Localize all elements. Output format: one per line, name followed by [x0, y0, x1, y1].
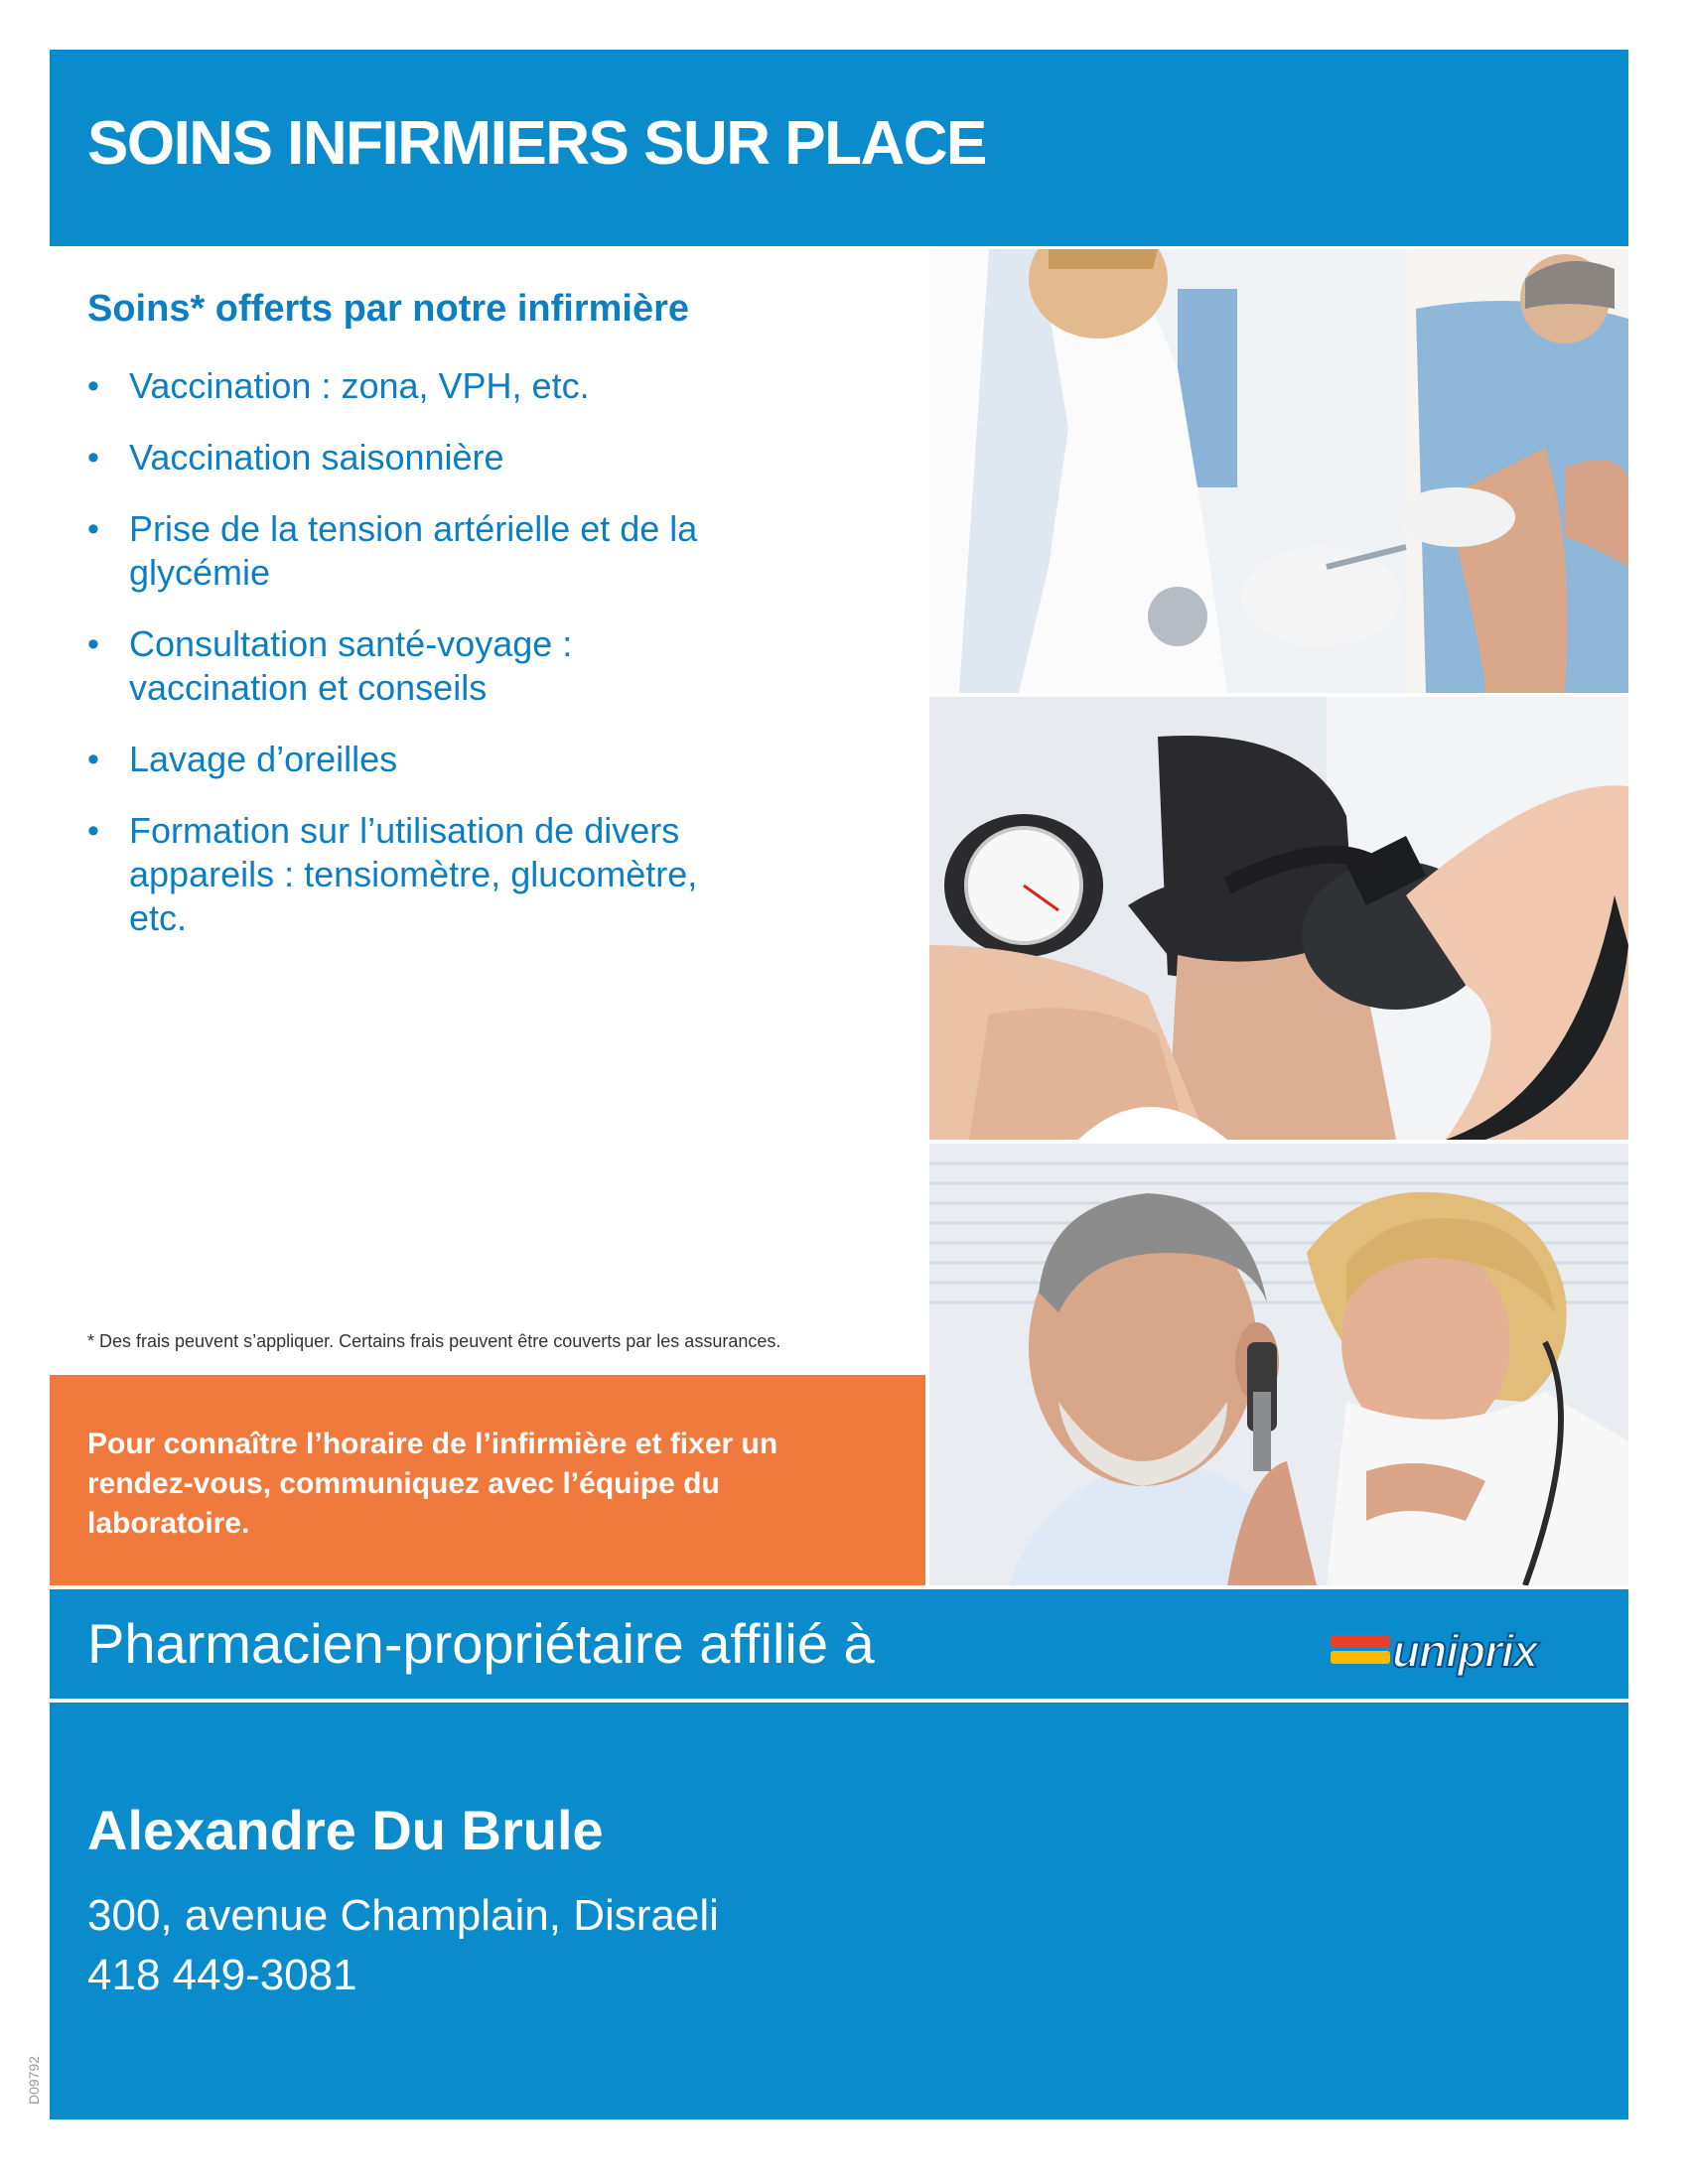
svg-text:uniprix: uniprix: [1392, 1625, 1538, 1677]
photo-ear-exam: [929, 1144, 1628, 1585]
list-item: [87, 436, 725, 479]
bullet-icon: •: [87, 510, 99, 548]
uniprix-logo: [1331, 1621, 1593, 1681]
service-label: Lavage d’oreilles: [129, 739, 398, 779]
services-list: [87, 364, 912, 940]
list-item: [87, 507, 725, 595]
bullet-icon: •: [87, 741, 99, 778]
service-label: Vaccination : zona, VPH, etc.: [129, 365, 590, 406]
service-label: Vaccination saisonnière: [129, 437, 504, 478]
callout-box: [50, 1375, 925, 1585]
bullet-icon: •: [87, 625, 99, 663]
page-title: SOINS INFIRMIERS SUR PLACE: [87, 109, 986, 178]
list-item: [87, 809, 725, 940]
photo-vaccination: [929, 249, 1628, 693]
photo-blood-pressure: [929, 697, 1628, 1140]
affiliation-bar: [50, 1589, 1628, 1699]
list-item: [87, 738, 725, 781]
service-label: Formation sur l’utilisation de divers appareils : tensiomètre, glucomètre, etc.: [129, 810, 698, 938]
document-code: D09792: [26, 2055, 42, 2105]
owner-name: Alexandre Du Brule: [87, 1799, 604, 1861]
service-label: Consultation santé-voyage : vaccination et conseils: [129, 623, 573, 708]
list-item: [87, 622, 725, 710]
page-header: [50, 50, 1628, 246]
bullet-icon: •: [87, 812, 99, 850]
affiliation-text: Pharmacien-propriétaire affilié à: [87, 1612, 875, 1675]
bullet-icon: •: [87, 439, 99, 477]
list-item: [87, 364, 725, 408]
callout-text: Pour connaître l’horaire de l’infirmière et fixer un rendez-vous, communiquez avec l’équipe du laboratoire.: [87, 1428, 778, 1540]
footnote: * Des frais peuvent s’appliquer. Certains frais peuvent être couverts par les assurances.: [87, 1331, 781, 1351]
services-section: [87, 288, 912, 968]
bullet-icon: •: [87, 367, 99, 405]
contact-panel: [50, 1703, 1628, 2119]
services-title: Soins* offerts par notre infirmière: [87, 288, 690, 330]
service-label: Prise de la tension artérielle et de la glycémie: [129, 508, 698, 593]
address: 300, avenue Champlain, Disraeli: [87, 1891, 719, 1940]
phone-number[interactable]: 418 449-3081: [87, 1951, 357, 1999]
